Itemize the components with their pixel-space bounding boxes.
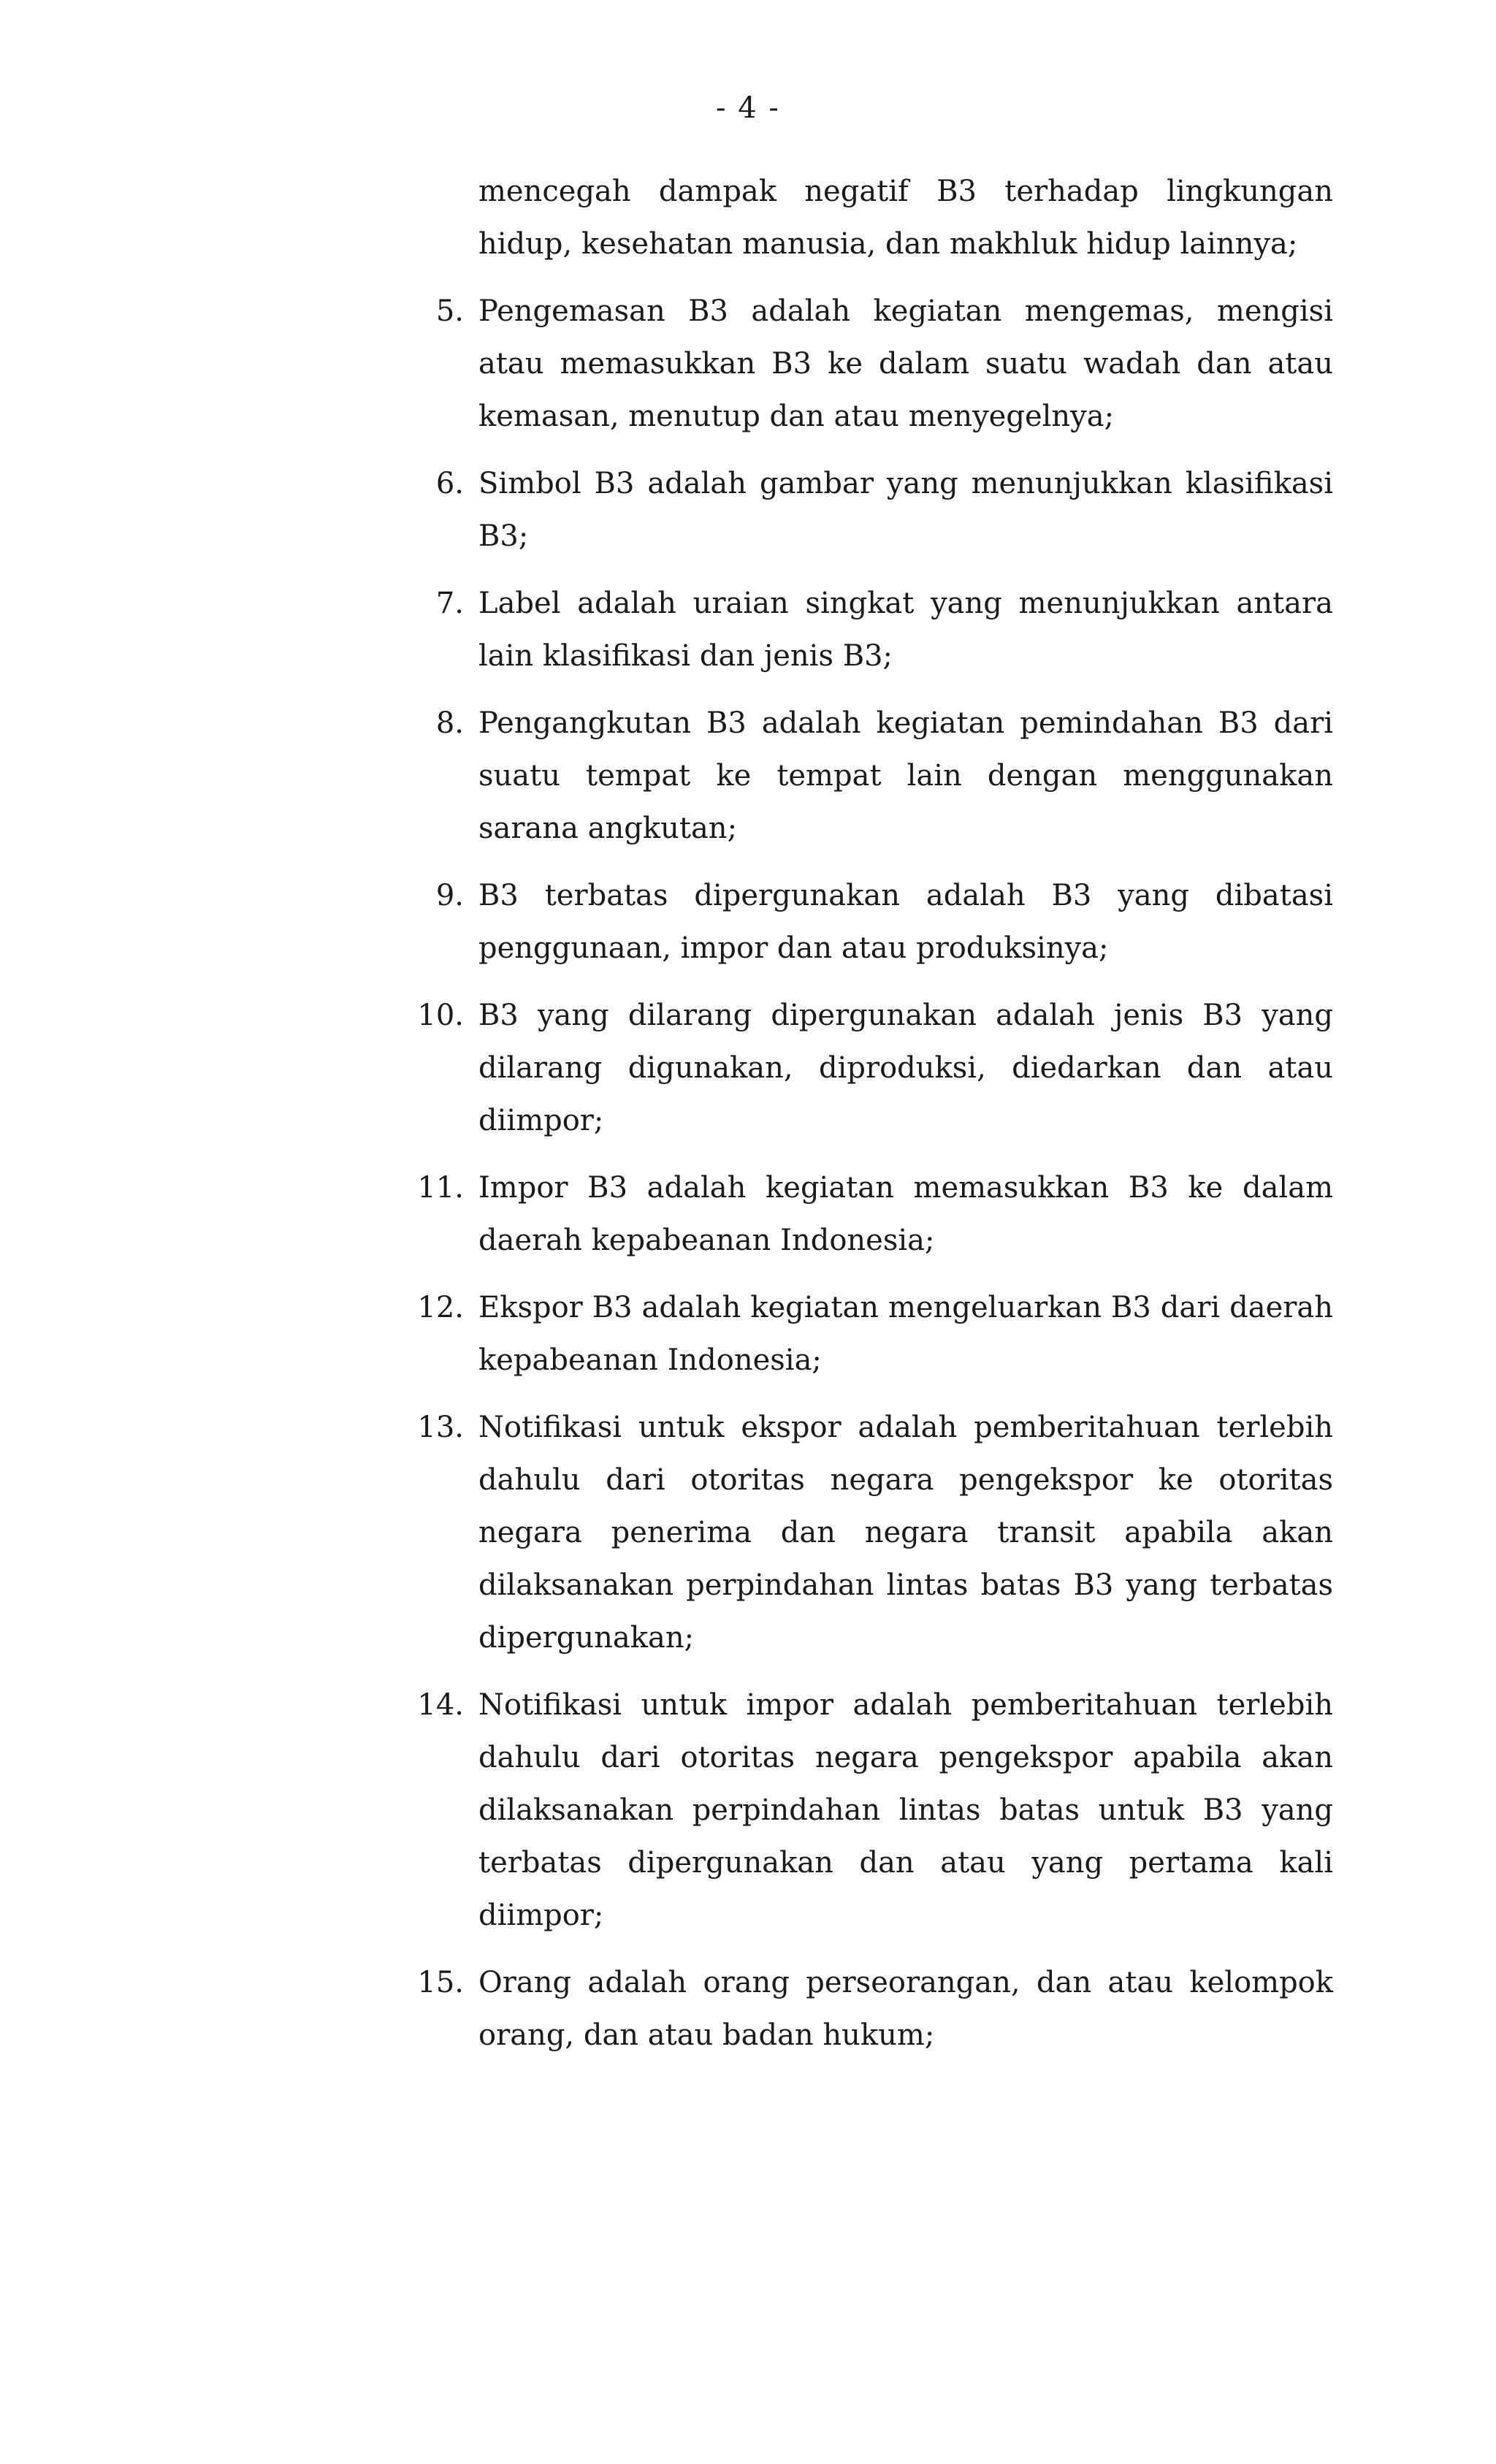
item-number: 13. — [417, 1411, 464, 1444]
item-text: Label adalah uraian singkat yang menunjukkan antara lain klasifikasi dan jenis B3; — [478, 587, 1333, 673]
definition-item — [409, 285, 1333, 443]
definition-item — [409, 869, 1333, 974]
item-text: Pengangkutan B3 adalah kegiatan pemindahan B3 dari suatu tempat ke tempat lain dengan menggunakan sarana angkutan; — [478, 706, 1333, 845]
page-number: - 4 - — [716, 91, 780, 125]
item-number: 6. — [435, 467, 464, 500]
definition-item — [409, 989, 1333, 1147]
definition-item — [409, 1401, 1333, 1664]
item-text: Impor B3 adalah kegiatan memasukkan B3 ke dalam daerah kepabeanan Indonesia; — [478, 1171, 1333, 1257]
item-number: 14. — [417, 1688, 464, 1722]
item-text: Notifikasi untuk impor adalah pemberitahuan terlebih dahulu dari otoritas negara pengekspor apabila akan dilaksanakan perpindahan lintas batas untuk B3 yang terbatas dipergunakan dan atau yang pertama kali diimpor; — [478, 1688, 1333, 1932]
definition-item — [409, 1679, 1333, 1942]
definition-item — [409, 457, 1333, 562]
item-text: B3 yang dilarang dipergunakan adalah jenis B3 yang dilarang digunakan, diproduksi, diedarkan dan atau diimpor; — [478, 999, 1333, 1137]
item-number: 12. — [417, 1291, 464, 1324]
item-number: 9. — [435, 879, 464, 912]
item-number: 15. — [417, 1966, 464, 1999]
definition-item — [409, 1281, 1333, 1387]
definition-item — [409, 1956, 1333, 2061]
item-text: B3 terbatas dipergunakan adalah B3 yang dibatasi penggunaan, impor dan atau produksinya; — [478, 879, 1333, 965]
item-text: Notifikasi untuk ekspor adalah pemberitahuan terlebih dahulu dari otoritas negara pengekspor ke otoritas negara penerima dan negara transit apabila akan dilaksanakan perpindahan lintas batas B3 yang terbatas dipergunakan; — [478, 1411, 1333, 1655]
item-text: Orang adalah orang perseorangan, dan atau kelompok orang, dan atau badan hukum; — [478, 1966, 1333, 2052]
item-number: 10. — [417, 999, 464, 1032]
item-number: 5. — [435, 294, 464, 328]
item-number: 11. — [417, 1171, 464, 1205]
item-number: 7. — [435, 587, 464, 620]
item-text: Ekspor B3 adalah kegiatan mengeluarkan B3 dari daerah kepabeanan Indonesia; — [478, 1291, 1333, 1377]
item-text: Simbol B3 adalah gambar yang menunjukkan klasifikasi B3; — [478, 467, 1333, 553]
definition-item — [409, 697, 1333, 855]
item-text: Pengemasan B3 adalah kegiatan mengemas, mengisi atau memasukkan B3 ke dalam suatu wadah dan atau kemasan, menutup dan atau menyegelnya; — [478, 294, 1333, 433]
definition-item — [409, 1162, 1333, 1267]
definition-item — [409, 577, 1333, 682]
document-body — [409, 165, 1333, 2076]
item-number: 8. — [435, 706, 464, 740]
continuation-paragraph: mencegah dampak negatif B3 terhadap lingkungan hidup, kesehatan manusia, dan makhluk hidup lainnya; — [478, 175, 1333, 261]
